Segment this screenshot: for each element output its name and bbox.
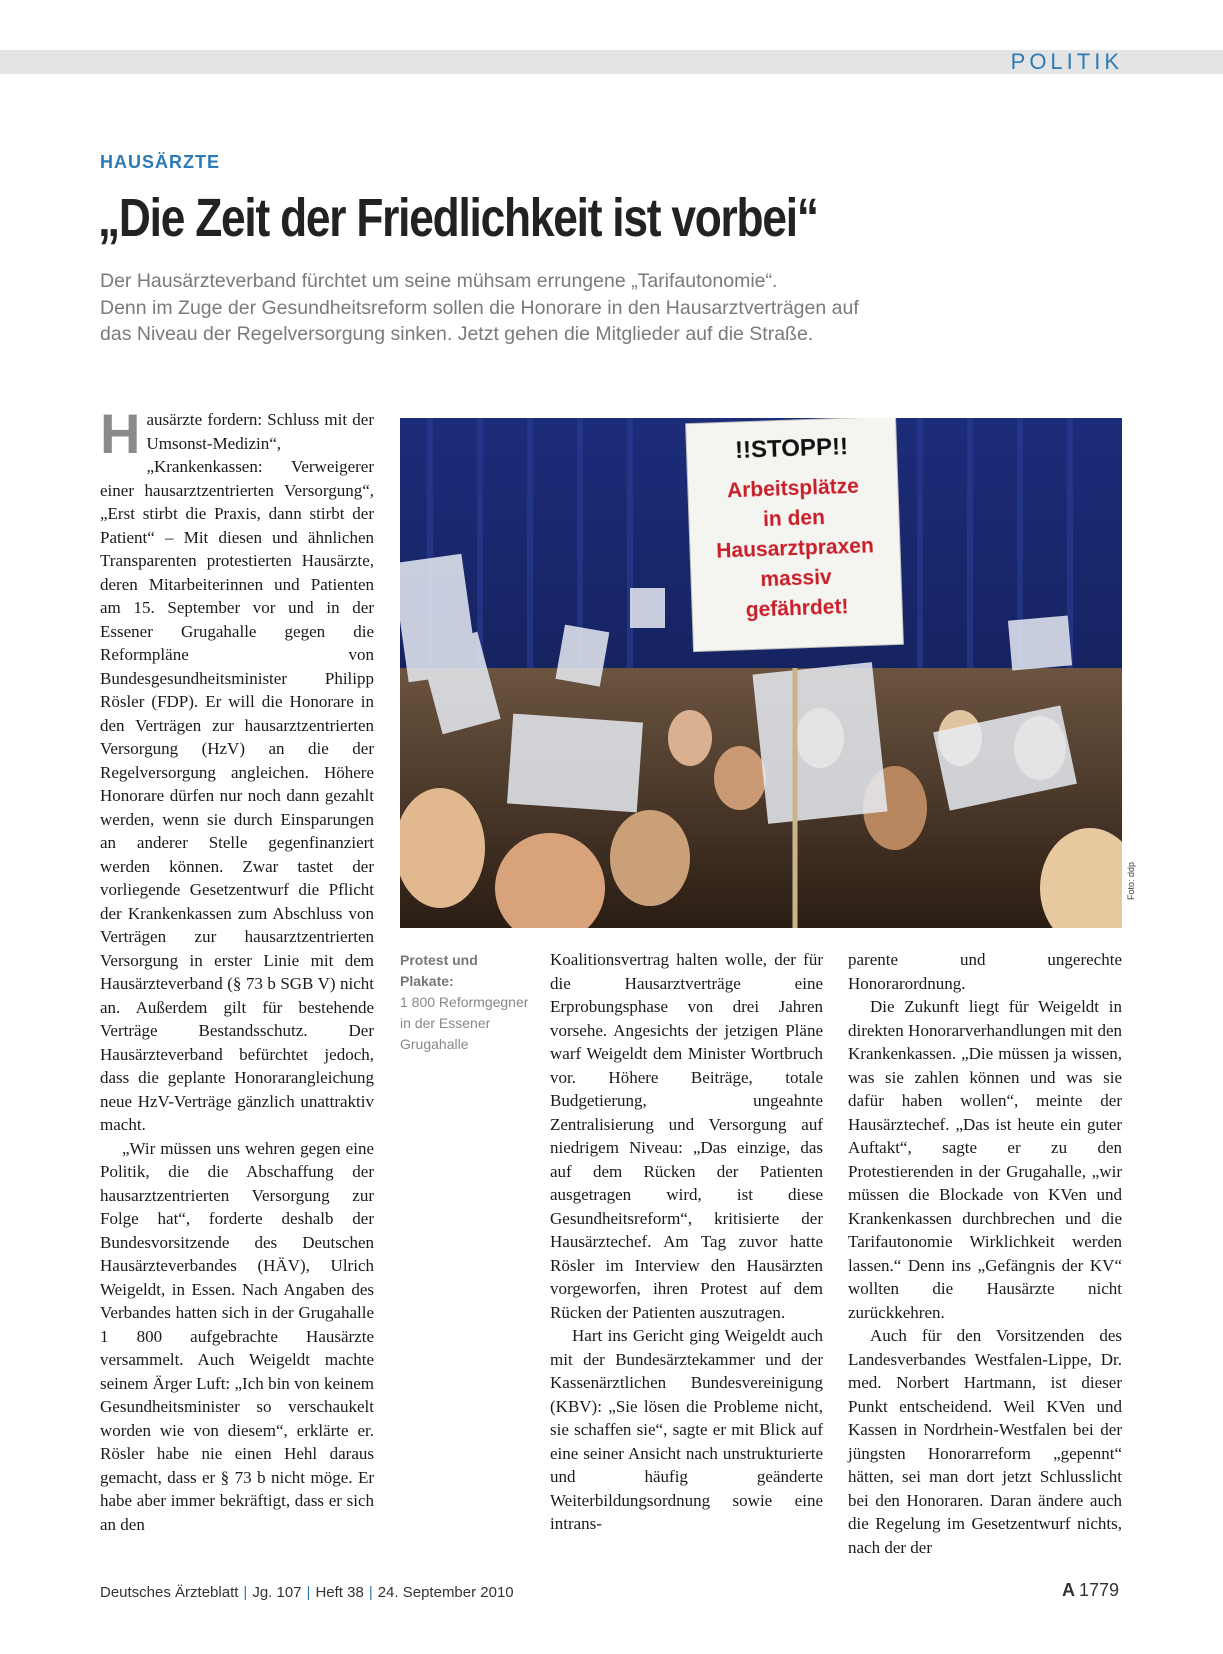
- separator: |: [306, 1584, 311, 1601]
- paragraph: Die Zukunft liegt für Weigeldt in direkten Honorarverhandlungen mit den Krankenkassen. „Die müssen ja wissen, was sie zahlen können und was sie dafür haben wollen“, meinte der Hausärztechef. „Das ist heute ein guter Auftakt“, sagte er zu den Protestierenden in der Grugahalle, „wir müssen die Blockade von KVen und Krankenkassen durchbrechen und die Tarifautonomie Wirklichkeit werden lassen.“ Denn ins „Gefängnis der KV“ wollten die Hausärzte nicht zurückkehren.: [848, 997, 1122, 1322]
- journal-name: Deutsches Ärzteblatt: [100, 1584, 239, 1601]
- article-kicker: HAUSÄRZTE: [100, 152, 220, 172]
- caption-title: Protest und Plakate:: [400, 952, 478, 989]
- protest-photo: [400, 418, 1122, 928]
- sign-text: Hausarztpraxen: [715, 534, 875, 563]
- footer-citation: [100, 1584, 514, 1601]
- paragraph: „Wir müssen uns wehren gegen eine Politik, die die Abschaffung der hausarztzentrierten Versorgung zur Folge hat“, forderte deshalb der Bundesvorsitzende des Deutschen Hausärzteverbandes (HÄV), Ulrich Weigeldt, in Essen. Nach Angaben des Verbandes hatten sich in der Grugahalle 1 800 aufgebrachte Hausärzte versammelt. Auch Weigeldt machte seinem Ärger Luft: „Ich bin von keinem Gesundheitsminister so verschaukelt worden wie von diesem“, erklärte er. Rösler habe nie einen Hehl daraus gemacht, dass er § 73 b nicht möge. Er habe aber immer bekräftigt, dass er sich an den: [100, 1138, 374, 1534]
- article-headline: „Die Zeit der Friedlichkeit ist vorbei“: [98, 188, 818, 248]
- photo-illustration: [400, 418, 1122, 928]
- page-prefix: A: [1061, 1580, 1075, 1600]
- separator: |: [243, 1584, 248, 1601]
- photo-credit: Foto: ddp: [1126, 861, 1136, 900]
- article-column-3: [848, 948, 1122, 1559]
- sign-text: !!STOPP!!: [734, 433, 849, 465]
- volume: Jg. 107: [252, 1584, 302, 1601]
- lead-line: Der Hausärzteverband fürchtet um seine mühsam errungene „Tarifautonomie“.: [100, 270, 778, 292]
- article-column-1: [100, 402, 374, 1536]
- page-number-value: 1779: [1078, 1580, 1119, 1600]
- paragraph: parente und ungerechte Honorarordnung.: [848, 950, 1122, 993]
- paragraph: [100, 402, 374, 1137]
- sign-text: in den: [762, 505, 826, 532]
- photo-caption: [400, 950, 532, 1055]
- paragraph: Auch für den Vorsitzenden des Landesverbandes Westfalen-Lippe, Dr. med. Norbert Hartmann, ist dieser Punkt entscheidend. Weil KVen und Kassen in Nordrhein-Westfalen bei der jüngsten Honorarreform „gepennt“ hätten, sei man dort jetzt Schlusslicht bei den Honoraren. Daran ändere auch die Regelung im Gesetzentwurf nichts, nach der der: [848, 1326, 1122, 1557]
- drop-cap: H: [100, 402, 141, 465]
- section-label: POLITIK: [1010, 49, 1123, 74]
- sign-text: massiv: [760, 565, 833, 592]
- lead-line: Denn im Zuge der Gesundheitsreform sollen die Honorare in den Hausarztverträgen auf: [100, 296, 859, 319]
- issue-date: 24. September 2010: [377, 1584, 514, 1601]
- paragraph: Hart ins Gericht ging Weigeldt auch mit der Bundesärztekammer und der Kassenärztlichen Bundesvereinigung (KBV): „Sie lösen die Probleme nicht, sie schaffen sie“, sagte er mit Blick auf eine seiner Ansicht nach unstrukturierte und häufig geänderte Weiterbildungsordnung sowie eine intrans-: [550, 1326, 823, 1533]
- article-lead: [100, 268, 1060, 348]
- sign-text: gefährdet!: [745, 595, 849, 622]
- paragraph-text: ausärzte fordern: Schluss mit der Umsonst-Medizin“, „Krankenkassen: Verweigerer einer hausarztzentrierten Versorgung“, „Erst stirbt die Praxis, dann stirbt der Patient“ – Mit diesen und ähnlichen Transparenten protestierten Hausärzte, deren Mitarbeiterinnen und Patienten am 15. September vor und in der Essener Grugahalle gegen die Reformpläne von Bundesgesundheitsminister Philipp Rösler (FDP). Er will die Honorare in den Verträgen zur hausarztzentrierten Versorgung (HzV) an die der Regelversorgung angleichen. Höhere Honorare dürfen nur noch dann gezahlt werden, wenn sie durch Einsparungen an anderer Stelle gegenfinanziert werden können. Zwar tastet der vorliegende Gesetzentwurf die Pflicht der Krankenkassen zum Abschluss von Verträgen zur hausarztzentrierten Versorgung in erster Linie mit dem Hausärzteverband (§ 73 b SGB V) nicht an. Außerdem gilt für bestehende Verträge Bestandsschutz. Der Hausärzteverband befürchtet jedoch, dass die geplante Honorarangleichung neue HzV-Verträge gänzlich unattraktiv macht.: [100, 410, 374, 1134]
- issue: Heft 38: [315, 1584, 364, 1601]
- protest-sign: [686, 418, 904, 652]
- article-column-2: [550, 948, 823, 1536]
- page-number: [1062, 1580, 1119, 1601]
- lead-line: das Niveau der Regelversorgung sinken. Jetzt gehen die Mitglieder auf die Straße.: [100, 323, 814, 345]
- sign-text: Arbeitsplätze: [726, 474, 860, 503]
- separator: |: [368, 1584, 373, 1601]
- paragraph: Koalitionsvertrag halten wolle, der für die Hausarztverträge eine Erprobungsphase von drei Jahren vorsehe. Angesichts der jetzigen Pläne warf Weigeldt dem Minister Wortbruch vor. Höhere Beiträge, totale Budgetierung, ungeahnte Zentralisierung und Versorgung auf niedrigem Niveau: „Das einzige, das auf dem Rücken der Patienten ausgetragen wird, ist diese Gesundheitsreform“, kritisierte der Hausärztechef. Am Tag zuvor hatte Rösler im Interview den Hausärzten vorgeworfen, ihren Protest auf dem Rücken der Patienten auszutragen.: [550, 950, 823, 1322]
- caption-text: 1 800 Reformgegner in der Essener Grugahalle: [400, 994, 529, 1052]
